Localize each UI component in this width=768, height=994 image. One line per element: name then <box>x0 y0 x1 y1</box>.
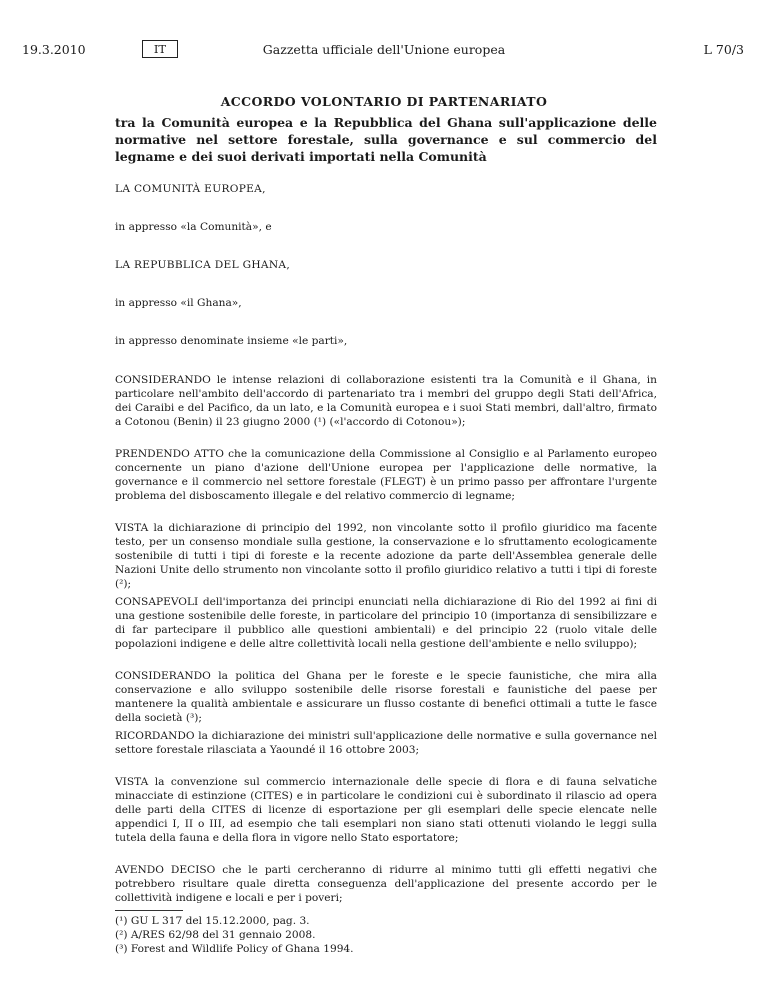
footnote-1: (¹) GU L 317 del 15.12.2000, pag. 3. <box>115 915 310 927</box>
recital-cotonou: CONSIDERANDO le intense relazioni di collaborazione esistenti tra la Comunità e il Ghana, in particolare nell'ambito dell'accordo di partenariato tra i membri del gruppo degli Stati dell'Africa, dei Caraibi e del Pacifico, da un lato, e la Comunità europea e i suoi Stati membri, dall'altro, firmato a Cotonou (Benin) il 23 giugno 2000 (¹) («l'accordo di Cotonou»); <box>115 374 657 428</box>
recital-negative-effects: AVENDO DECISO che le parti cercheranno di ridurre al minimo tutti gli effetti negativi che potrebbero risultare quale diretta conseguenza dell'applicazione del presente accordo per le collettività indigene e locali e per i poveri; <box>115 864 657 904</box>
paragraph-community-alias: in appresso «la Comunità», e <box>115 221 272 233</box>
document-subtitle: tra la Comunità europea e la Repubblica del Ghana sull'applicazione delle normative nel settore forestale, sulla governance e sul commercio del legname e dei suoi derivati importati nella Comunità <box>115 115 657 164</box>
publication-title: Gazzetta ufficiale dell'Unione europea <box>262 42 506 57</box>
recital-rio-declaration: CONSAPEVOLI dell'importanza dei principi enunciati nella dichiarazione di Rio del 1992 ai fini di una gestione sostenibile delle foreste, in particolare del principio 10 (importanza di sensibilizzare e di far partecipare il pubblico alle questioni ambientali) e del principio 22 (ruolo vitale delle popolazioni indigene e delle altre collettività locali nella gestione dell'ambiente e nello sviluppo); <box>115 596 657 650</box>
recital-forest-principles: VISTA la dichiarazione di principio del 1992, non vincolante sotto il profilo giuridico ma facente testo, per un consenso mondiale sulla gestione, la conservazione e lo sfruttamento ecologicamente sostenibile di tutti i tipi di foreste e la recente adozione da parte dell'Assemblea generale delle Nazioni Unite dello strumento non vincolante sotto il profilo giuridico relativo a tutti i tipi di foreste (²); <box>115 522 657 590</box>
paragraph-party-ec: LA COMUNITÀ EUROPEA, <box>115 183 266 195</box>
recital-cites: VISTA la convenzione sul commercio internazionale delle specie di flora e di fauna selvatiche minacciate di estinzione (CITES) e in particolare le condizioni cui è subordinato il rilascio ad opera delle parti della CITES di licenze di esportazione per gli esemplari delle specie elencate nelle appendici I, II o III, ad esempio che tali esemplari non siano stati ottenuti violando le leggi sulla tutela della fauna e della flora in vigore nello Stato esportatore; <box>115 776 657 844</box>
paragraph-ghana-alias: in appresso «il Ghana», <box>115 297 242 309</box>
language-badge: IT <box>142 40 178 58</box>
document-title: ACCORDO VOLONTARIO DI PARTENARIATO <box>220 94 548 109</box>
recital-yaounde: RICORDANDO la dichiarazione dei ministri sull'applicazione delle normative e sulla governance nel settore forestale rilasciata a Yaoundé il 16 ottobre 2003; <box>115 730 657 756</box>
page-reference: L 70/3 <box>703 42 744 57</box>
footnote-divider <box>115 910 183 911</box>
paragraph-party-ghana: LA REPUBBLICA DEL GHANA, <box>115 259 291 271</box>
paragraph-parties-alias: in appresso denominate insieme «le parti», <box>115 335 348 347</box>
footnote-3: (³) Forest and Wildlife Policy of Ghana 1994. <box>115 943 354 955</box>
recital-flegt: PRENDENDO ATTO che la comunicazione della Commissione al Consiglio e al Parlamento europeo concernente un piano d'azione dell'Unione europea per l'applicazione delle normative, la governance e il commercio nel settore forestale (FLEGT) è un primo passo per affrontare l'urgente problema del disboscamento illegale e del relativo commercio di legname; <box>115 448 657 502</box>
recital-ghana-policy: CONSIDERANDO la politica del Ghana per le foreste e le specie faunistiche, che mira alla conservazione e allo sviluppo sostenibile delle risorse forestali e faunistiche del paese per mantenere la qualità ambientale e assicurare un flusso costante di benefici ottimali a tutte le fasce della società (³); <box>115 670 657 724</box>
header-date: 19.3.2010 <box>22 42 86 57</box>
footnote-2: (²) A/RES 62/98 del 31 gennaio 2008. <box>115 929 316 941</box>
